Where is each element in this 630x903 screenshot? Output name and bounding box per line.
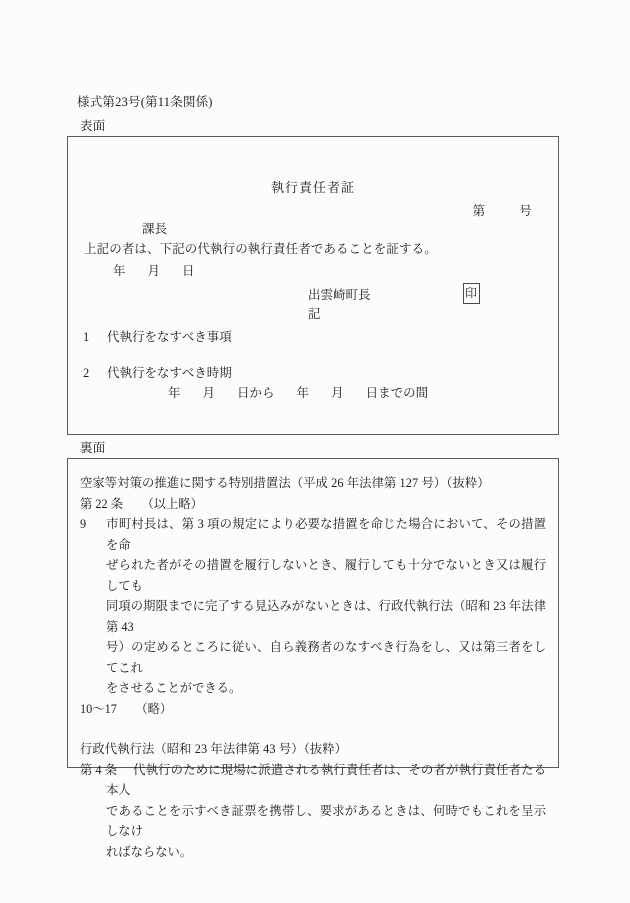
issuer-name: 出雲崎町長 (308, 287, 371, 302)
law-1-paragraph-9 (80, 514, 546, 555)
item-2-period-field (168, 383, 428, 401)
certificate-title: 執行責任者証 (270, 180, 355, 195)
issue-date-year-label: 年 (113, 264, 126, 278)
section-spacer (80, 719, 546, 739)
record-mark: 記 (308, 307, 321, 321)
law-1-paragraph-line-5: をさせることができる。 (106, 681, 242, 695)
law-1-heading: 空家等対策の推進に関する特別措置法（平成 26 年法律第 127 号）（抜粋） (80, 476, 490, 490)
period-from-year: 年 (168, 386, 181, 400)
law-2-article-line-1: 代執行のために現場に派遣される執行責任者は、その者が執行責任者たる本人 (106, 762, 546, 797)
law-1-article-heading: 第 22 条 （以上略） (80, 496, 203, 511)
item-2-row (83, 363, 232, 381)
form-code-heading: 様式第23号(第11条関係) (77, 95, 213, 109)
issue-date-day-label: 日 (182, 264, 195, 278)
period-to-month: 月 (331, 386, 344, 400)
law-2-article-number: 第 4 条 (80, 762, 117, 777)
certificate-number-prefix: 第 (472, 204, 486, 218)
item-2-label: 代執行をなすべき時期 (107, 366, 232, 380)
law-1-paragraph-number: 9 (80, 517, 87, 531)
post-title-field: 課長 (142, 222, 168, 236)
seal-stamp-box: 印 (463, 283, 480, 304)
law-2-article-4 (80, 760, 546, 801)
back-face-panel (67, 458, 559, 859)
law-1-paragraph-line-4: 号）の定めるところに従い、自ら義務者のなすべき行為をし、又は第三者をしてこれ (106, 640, 546, 675)
law-2-article-line-3: ればならない。 (106, 844, 193, 859)
issue-date-month-label: 月 (147, 264, 161, 278)
certificate-number-field (473, 201, 532, 219)
back-face-body (80, 473, 546, 862)
law-1-paragraph-line-2: ぜられた者がその措置を履行しないとき、履行しても十分でないとき又は履行しても (106, 558, 546, 593)
back-side-label: 裏面 (80, 441, 106, 455)
certificate-number-suffix: 号 (519, 204, 532, 218)
issue-date-field (113, 261, 195, 279)
law-2-heading: 行政代執行法（昭和 23 年法律第 43 号）（抜粋） (80, 742, 348, 756)
item-1-number: 1 (83, 330, 90, 344)
item-1-label: 代執行をなすべき事項 (107, 330, 232, 344)
item-1-row (83, 327, 232, 345)
issuer-row (308, 283, 480, 304)
law-2-article-line-2: であることを示すべき証票を携帯し、要求があるときは、何時でもこれを呈示しなけ (106, 803, 546, 838)
period-from-day: 日から (237, 386, 275, 400)
law-1-omitted-paragraphs: 10〜17 （略） (80, 701, 173, 716)
item-2-number: 2 (83, 366, 90, 380)
law-1-paragraph-line-3: 同項の期限までに完了する見込みがないときは、行政代執行法（昭和 23 年法律第 43 (106, 599, 546, 634)
front-face-panel (67, 136, 559, 435)
attestation-statement: 上記の者は、下記の代執行の執行責任者であることを証する。 (84, 242, 437, 256)
law-1-paragraph-line-1: 市町村長は、第 3 項の規定により必要な措置を命じた場合において、その措置を命 (106, 517, 546, 552)
period-to-day: 日までの間 (365, 386, 429, 400)
period-to-year: 年 (296, 386, 310, 400)
period-from-month: 月 (202, 386, 216, 400)
front-side-label: 表面 (80, 119, 106, 133)
